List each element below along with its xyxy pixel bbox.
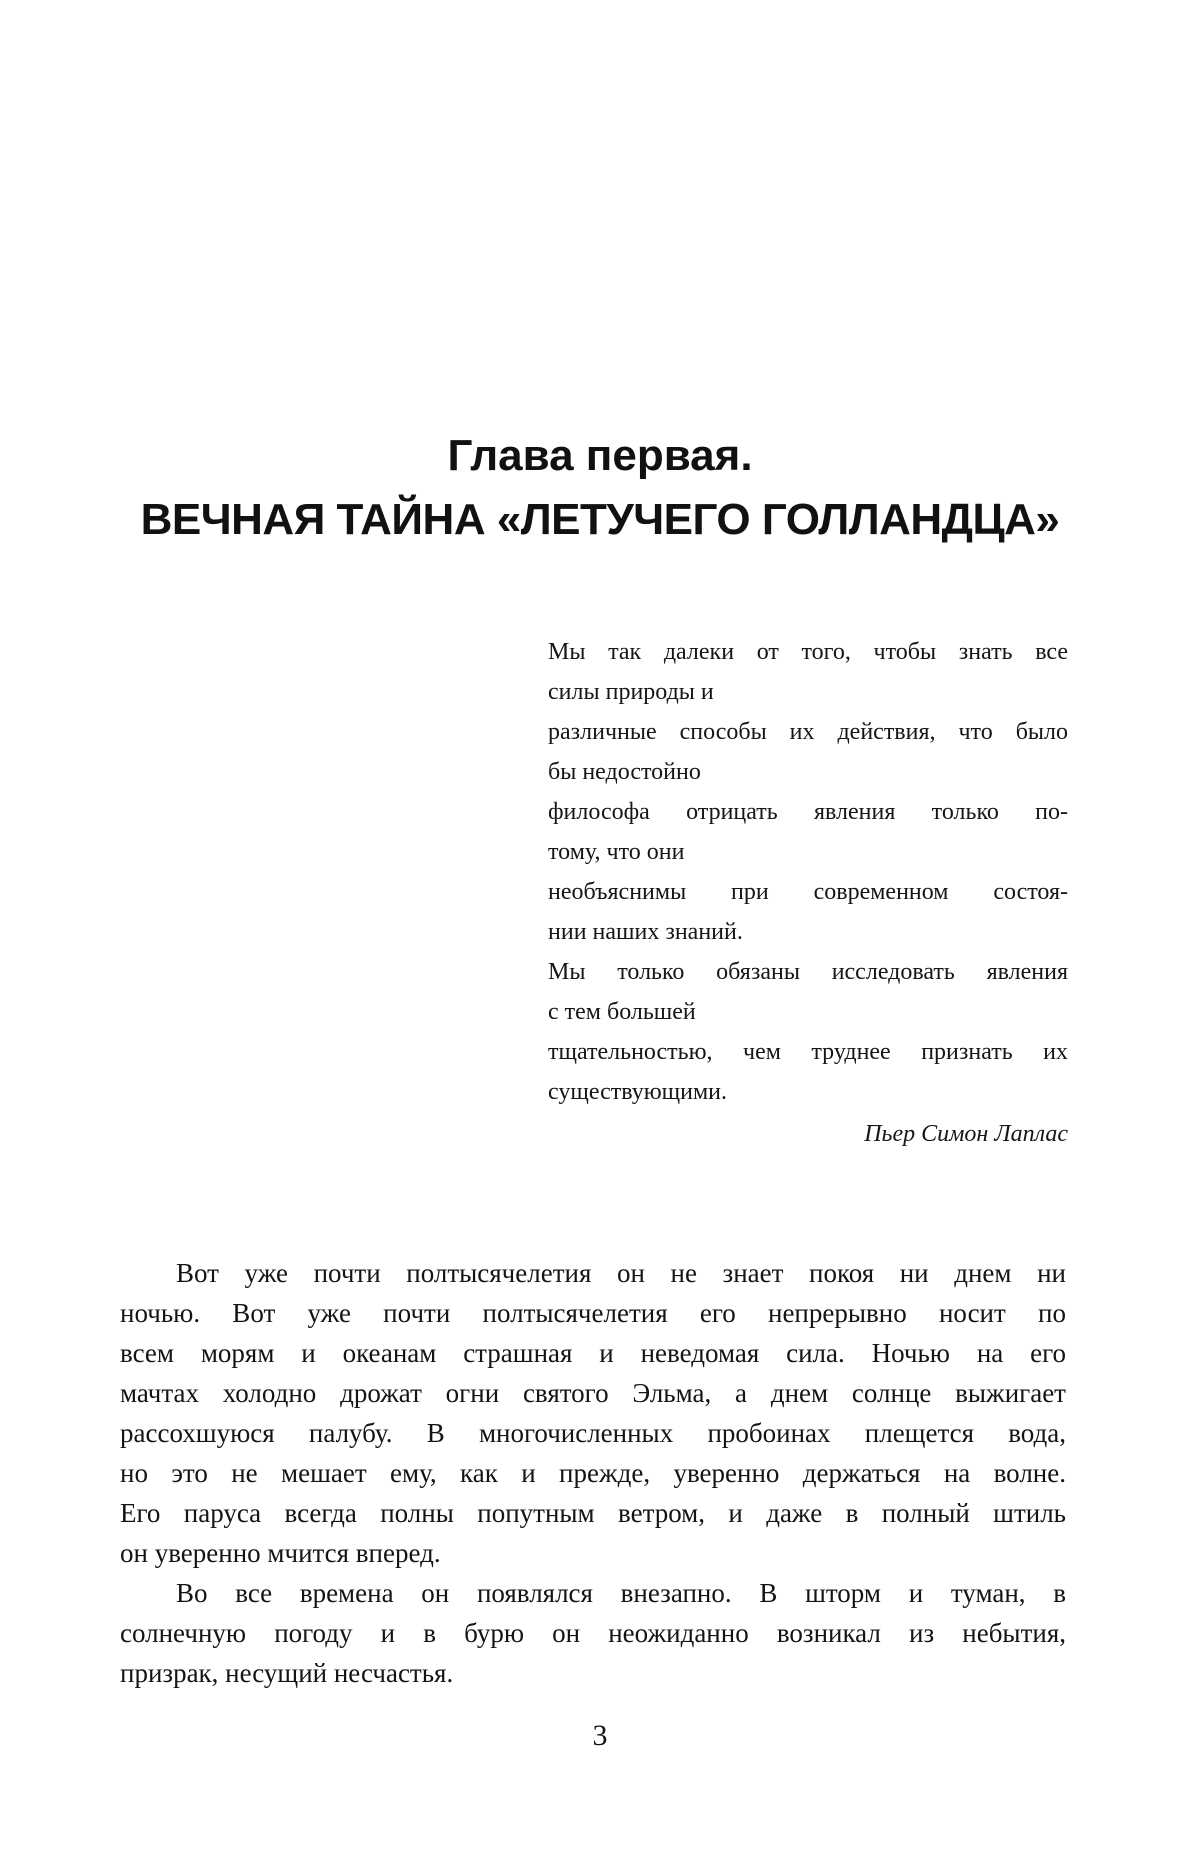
paragraph-line: Во все времена он появлялся внезапно. В шторм и туман, в xyxy=(176,1578,1066,1608)
paragraph-line: солнечную погоду и в бурю он неожиданно возникал из небытия, xyxy=(120,1618,1066,1648)
paragraph-line: ночью. Вот уже почти полтысячелетия его непрерывно носит по xyxy=(120,1298,1066,1328)
paragraph-line: Вот уже почти полтысячелетия он не знает покоя ни днем ни xyxy=(176,1258,1066,1288)
chapter-title: ВЕЧНАЯ ТАЙНА «ЛЕТУЧЕГО ГОЛЛАНДЦА» xyxy=(140,495,1060,544)
chapter-number: Глава первая. xyxy=(447,431,753,480)
epigraph-line: существующими. xyxy=(548,1079,728,1105)
epigraph-line: нии наших знаний. xyxy=(548,919,743,945)
epigraph-author: Пьер Симон Лаплас xyxy=(864,1121,1068,1147)
epigraph-line: необъяснимы при современном состоя- xyxy=(548,879,1068,905)
page-number: 3 xyxy=(592,1719,608,1752)
epigraph-line: бы недостойно xyxy=(548,759,701,785)
epigraph-line: Мы только обязаны исследовать явления xyxy=(548,959,1068,985)
paragraph-line: Его паруса всегда полны попутным ветром, и даже в полный штиль xyxy=(120,1498,1066,1528)
epigraph-line: тому, что они xyxy=(548,839,685,865)
paragraph-line: всем морям и океанам страшная и неведомая сила. Ночью на его xyxy=(120,1338,1066,1368)
epigraph-line: с тем большей xyxy=(548,999,696,1025)
epigraph-line: философа отрицать явления только по- xyxy=(548,799,1068,825)
epigraph-line: тщательностью, чем труднее признать их xyxy=(548,1039,1068,1065)
paragraph-line: он уверенно мчится вперед. xyxy=(120,1538,441,1568)
paragraph-line: но это не мешает ему, как и прежде, уверенно держаться на волне. xyxy=(120,1458,1066,1488)
epigraph-line: различные способы их действия, что было xyxy=(548,719,1068,745)
paragraph-line: рассохшуюся палубу. В многочисленных пробоинах плещется вода, xyxy=(120,1418,1066,1448)
epigraph-line: Мы так далеки от того, чтобы знать все xyxy=(548,639,1068,665)
paragraph-line: мачтах холодно дрожат огни святого Эльма, а днем солнце выжигает xyxy=(120,1378,1066,1408)
paragraph-line: призрак, несущий несчастья. xyxy=(120,1658,454,1688)
epigraph-line: силы природы и xyxy=(548,679,714,705)
body-text xyxy=(120,1253,1066,1693)
epigraph xyxy=(548,632,1068,1154)
